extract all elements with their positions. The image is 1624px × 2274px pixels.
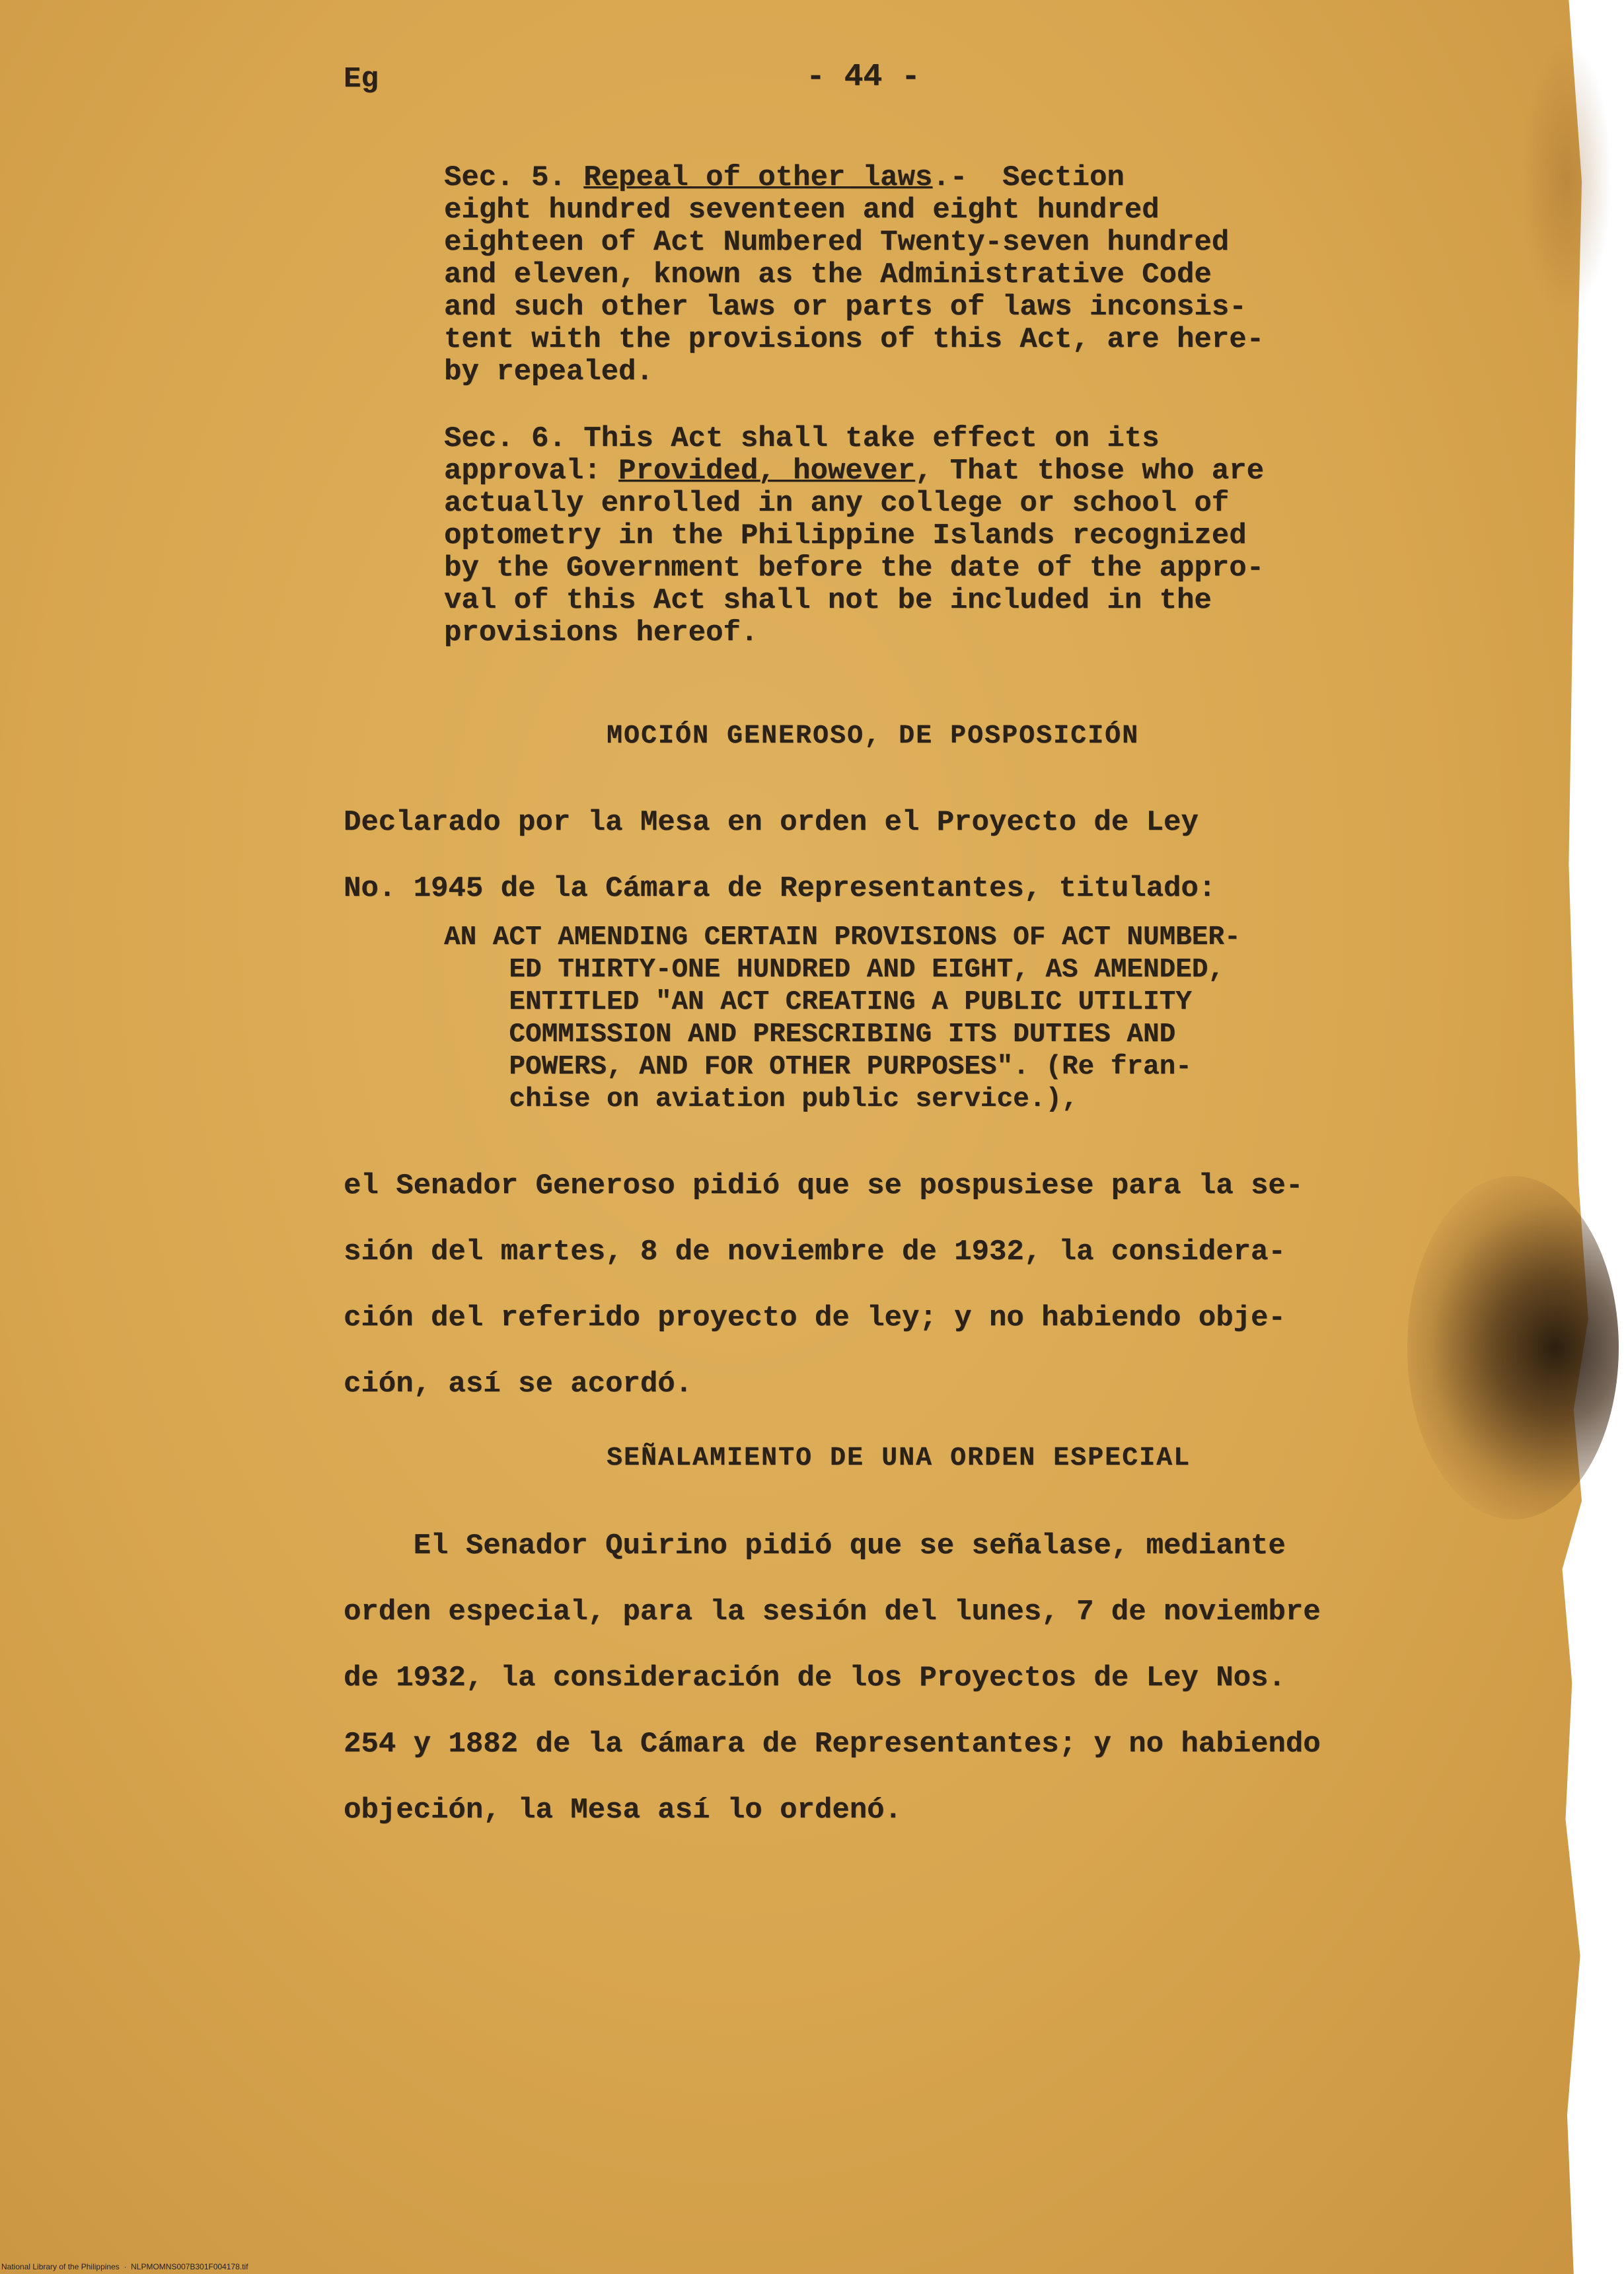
paragraph-line: No. 1945 de la Cámara de Representantes, titulado: xyxy=(344,872,1216,905)
paragraph-generoso xyxy=(344,1153,1303,1417)
section-6-line: optometry in the Philippine Islands recognized xyxy=(444,519,1247,552)
section-6-line2-suffix: , That those who are xyxy=(914,455,1265,488)
section-5-line: tent with the provisions of this Act, are here- xyxy=(444,323,1265,356)
paragraph-line: El Senador Quirino pidió que se señalase, mediante xyxy=(344,1529,1286,1562)
paragraph-line: 254 y 1882 de la Cámara de Representantes; y no habiendo xyxy=(344,1728,1321,1761)
heading-mocion-generoso: MOCIÓN GENEROSO, DE POSPOSICIÓN xyxy=(607,721,1140,751)
paragraph-line: ción, así se acordó. xyxy=(344,1368,693,1401)
section-6-line: provisions hereof. xyxy=(444,616,758,649)
section-6 xyxy=(444,423,1264,649)
paragraph-line: orden especial, para la sesión del lunes, 7 de noviembre xyxy=(344,1595,1321,1629)
paragraph-quirino xyxy=(344,1513,1321,1843)
section-5-title: Repeal of other laws xyxy=(583,161,933,194)
bill-title-quote xyxy=(444,922,1241,1116)
section-5-line: and eleven, known as the Administrative Code xyxy=(444,258,1212,291)
quote-line: AN ACT AMENDING CERTAIN PROVISIONS OF ACT NUMBER- xyxy=(444,922,1241,953)
quote-line: COMMISSION AND PRESCRIBING ITS DUTIES AND xyxy=(444,1019,1176,1050)
section-6-line: by the Government before the date of the appro- xyxy=(444,552,1265,585)
quote-line: POWERS, AND FOR OTHER PURPOSES". (Re fran- xyxy=(444,1052,1192,1082)
section-6-line: Sec. 6. This Act shall take effect on its xyxy=(444,422,1160,455)
scan-footer: National Library of the Philippines · NLPMOMNS007B301F004178.tif xyxy=(1,2262,248,2271)
heading-senalamiento: SEÑALAMIENTO DE UNA ORDEN ESPECIAL xyxy=(607,1444,1191,1473)
paragraph-line: el Senador Generoso pidió que se pospusiese para la se- xyxy=(344,1169,1304,1202)
section-5-prefix: Sec. 5. xyxy=(444,161,584,194)
paragraph-declarado xyxy=(344,789,1216,922)
section-5 xyxy=(444,162,1264,388)
quote-line: ED THIRTY-ONE HUNDRED AND EIGHT, AS AMENDED, xyxy=(444,955,1224,985)
quote-line: ENTITLED "AN ACT CREATING A PUBLIC UTILITY xyxy=(444,987,1192,1017)
section-5-line: and such other laws or parts of laws inconsis- xyxy=(444,291,1247,324)
paragraph-line: de 1932, la consideración de los Proyectos de Ley Nos. xyxy=(344,1662,1286,1695)
section-5-line: by repealed. xyxy=(444,355,653,388)
section-6-line: val of this Act shall not be included in the xyxy=(444,584,1212,617)
section-5-line: eight hundred seventeen and eight hundred xyxy=(444,194,1160,227)
section-6-line: actually enrolled in any college or school of xyxy=(444,487,1230,520)
paragraph-line: objeción, la Mesa así lo ordenó. xyxy=(344,1794,902,1827)
paragraph-line: ción del referido proyecto de ley; y no habiendo obje- xyxy=(344,1302,1286,1335)
quote-line: chise on aviation public service.), xyxy=(444,1084,1078,1115)
paragraph-line: sión del martes, 8 de noviembre de 1932, la considera- xyxy=(344,1235,1286,1268)
proviso-phrase: Provided, however xyxy=(618,455,915,488)
section-5-line: eighteen of Act Numbered Twenty-seven hundred xyxy=(444,226,1230,259)
burn-mark xyxy=(1407,1176,1619,1520)
paper-stain xyxy=(1520,40,1612,317)
paragraph-line: Declarado por la Mesa en orden el Proyecto de Ley xyxy=(344,806,1199,839)
section-5-suffix: .- Section xyxy=(932,161,1125,194)
page-mark: Eg xyxy=(344,63,379,96)
page-number: - 44 - xyxy=(806,59,920,95)
section-6-line2-prefix: approval: xyxy=(444,455,619,488)
